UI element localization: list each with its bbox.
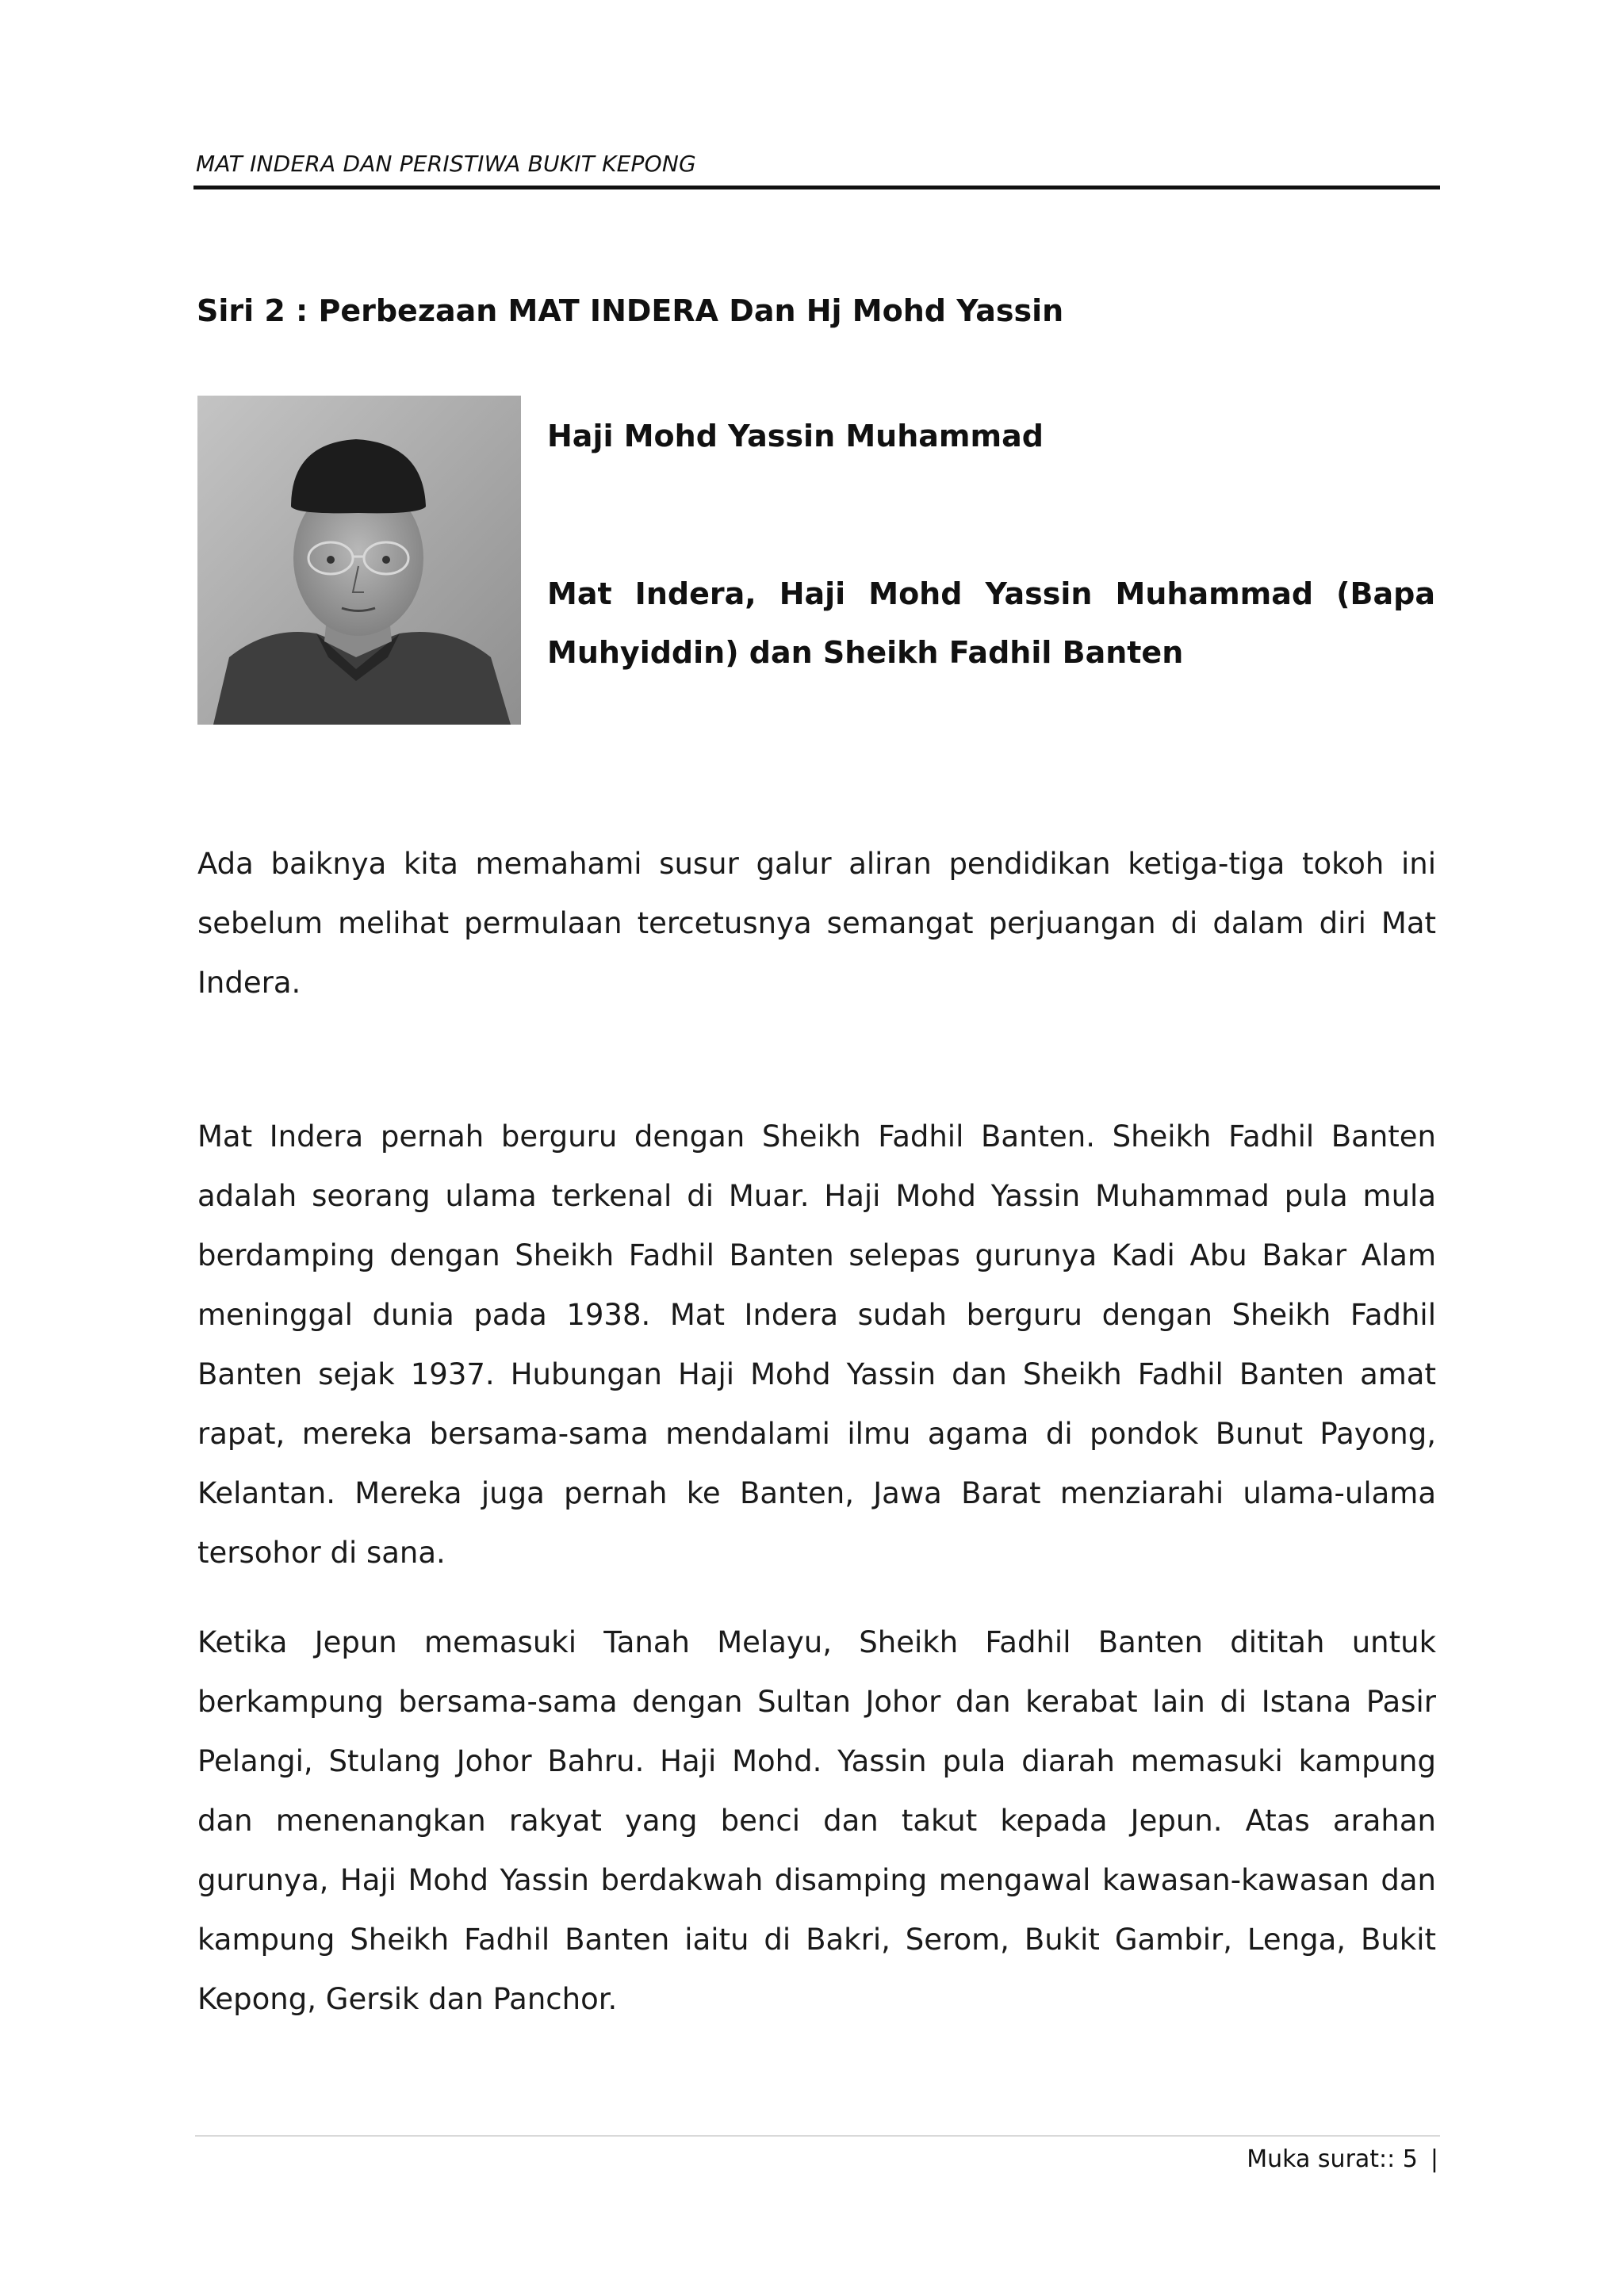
portrait-name: Haji Mohd Yassin Muhammad: [547, 419, 1044, 453]
footer-separator: |: [1430, 2145, 1438, 2173]
portrait-caption: Mat Indera, Haji Mohd Yassin Muhammad (Bapa Muhyiddin) dan Sheikh Fadhil Banten: [547, 576, 1435, 670]
paragraph-intro: Ada baiknya kita memahami susur galur aliran pendidikan ketiga-tiga tokoh ini sebelum melihat permulaan tercetusnya semangat perjuangan di dalam diri Mat Indera.: [197, 847, 1436, 1000]
header-divider: [193, 186, 1440, 189]
portrait-photo: [197, 396, 521, 725]
page-footer: [1247, 2145, 1438, 2173]
footer-divider: [195, 2135, 1440, 2137]
paragraph-jepun: Ketika Jepun memasuki Tanah Melayu, Sheikh Fadhil Banten dititah untuk berkampung bersama-sama dengan Sultan Johor dan kerabat lain di Istana Pasir Pelangi, Stulang Johor Bahru. Haji Mohd. Yassin pula diarah memasuki kampung dan menenangkan rakyat yang benci dan takut kepada Jepun. Atas arahan gurunya, Haji Mohd Yassin berdakwah disamping mengawal kawasan-kawasan dan kampung Sheikh Fadhil Banten iaitu di Bakri, Serom, Bukit Gambir, Lenga, Bukit Kepong, Gersik dan Panchor.: [197, 1625, 1436, 2016]
section-title: Siri 2 : Perbezaan MAT INDERA Dan Hj Mohd Yassin: [197, 293, 1064, 328]
page-number-label: Muka surat:: 5: [1247, 2145, 1418, 2173]
paragraph-berguru: Mat Indera pernah berguru dengan Sheikh Fadhil Banten. Sheikh Fadhil Banten adalah seorang ulama terkenal di Muar. Haji Mohd Yassin Muhammad pula mula berdamping dengan Sheikh Fadhil Banten selepas gurunya Kadi Abu Bakar Alam meninggal dunia pada 1938. Mat Indera sudah berguru dengan Sheikh Fadhil Banten sejak 1937. Hubungan Haji Mohd Yassin dan Sheikh Fadhil Banten amat rapat, mereka bersama-sama mendalami ilmu agama di pondok Bunut Payong, Kelantan. Mereka juga pernah ke Banten, Jawa Barat menziarahi ulama-ulama tersohor di sana.: [197, 1119, 1436, 1570]
running-header: MAT INDERA DAN PERISTIWA BUKIT KEPONG: [196, 151, 696, 177]
